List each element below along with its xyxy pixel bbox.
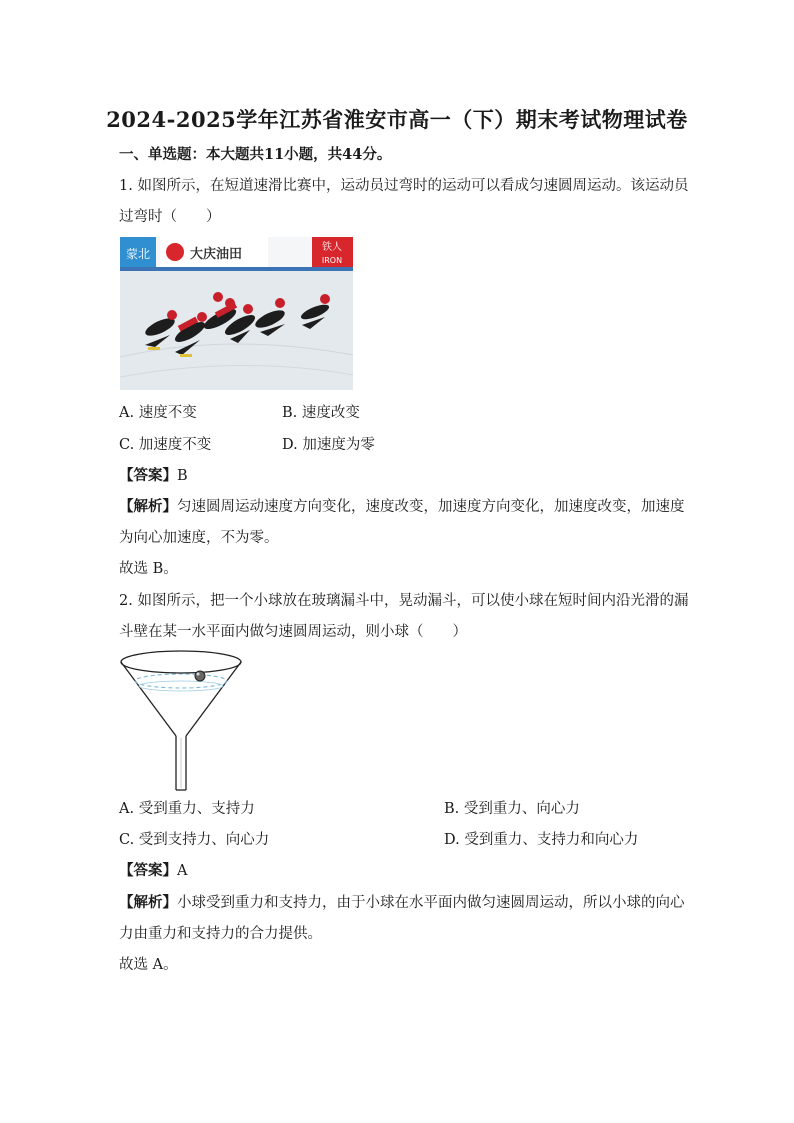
banner-text-3: 铁人 — [322, 242, 342, 253]
q2-analysis-line2: 力由重力和支持力的合力提供。 — [119, 926, 322, 942]
q2-option-a: A. 受到重力、支持力 — [119, 801, 255, 817]
q2-analysis-line1 — [119, 893, 685, 913]
q1-answer-line — [119, 466, 188, 486]
q1-answer-value: B — [177, 468, 188, 484]
q2-stem-line1: 2. 如图所示，把一个小球放在玻璃漏斗中，晃动漏斗，可以使小球在短时间内沿光滑的漏 — [119, 593, 689, 609]
q2-stem-line2: 斗壁在某一水平面内做匀速圆周运动，则小球（ ） — [119, 624, 467, 640]
q1-analysis-text1: 匀速圆周运动速度方向变化，速度改变，加速度方向变化，加速度改变，加速度 — [177, 499, 685, 515]
q2-analysis-tag: 【解析】 — [119, 894, 177, 911]
q2-answer-tag: 【答案】 — [119, 862, 177, 879]
q1-speed-skating-photo — [120, 237, 353, 390]
q1-option-b: B. 速度改变 — [282, 405, 360, 421]
q1-stem-line2: 过弯时（ ） — [119, 209, 221, 225]
q1-analysis-tag: 【解析】 — [119, 498, 177, 515]
q2-funnel-diagram — [118, 648, 246, 794]
q2-conclusion: 故选 A。 — [119, 957, 178, 973]
q2-analysis-text1: 小球受到重力和支持力，由于小球在水平面内做匀速圆周运动，所以小球的向心 — [177, 895, 685, 911]
q1-analysis-line2: 为向心加速度，不为零。 — [119, 530, 279, 546]
banner-text-1: 蒙北 — [125, 247, 151, 261]
q2-option-b: B. 受到重力、向心力 — [444, 801, 580, 817]
banner-text-2: 大庆油田 — [190, 247, 243, 262]
q1-answer-tag: 【答案】 — [119, 467, 177, 484]
q1-conclusion: 故选 B。 — [119, 561, 178, 577]
q2-answer-line — [119, 861, 187, 881]
q1-option-c: C. 加速度不变 — [119, 437, 212, 453]
q1-option-d: D. 加速度为零 — [282, 437, 375, 453]
banner-text-4: IRON — [321, 256, 343, 265]
q1-analysis-line1 — [119, 497, 685, 517]
q1-option-a: A. 速度不变 — [119, 405, 197, 421]
q2-option-d: D. 受到重力、支持力和向心力 — [444, 832, 639, 848]
q1-stem-line1: 1. 如图所示，在短道速滑比赛中，运动员过弯时的运动可以看成匀速圆周运动。该运动员 — [119, 178, 689, 194]
section-heading: 一、单选题：本大题共11小题，共44分。 — [119, 146, 392, 163]
q2-option-c: C. 受到支持力、向心力 — [119, 832, 270, 848]
q2-answer-value: A — [177, 863, 188, 879]
exam-title: 2024-2025学年江苏省淮安市高一（下）期末考试物理试卷 — [106, 107, 688, 132]
